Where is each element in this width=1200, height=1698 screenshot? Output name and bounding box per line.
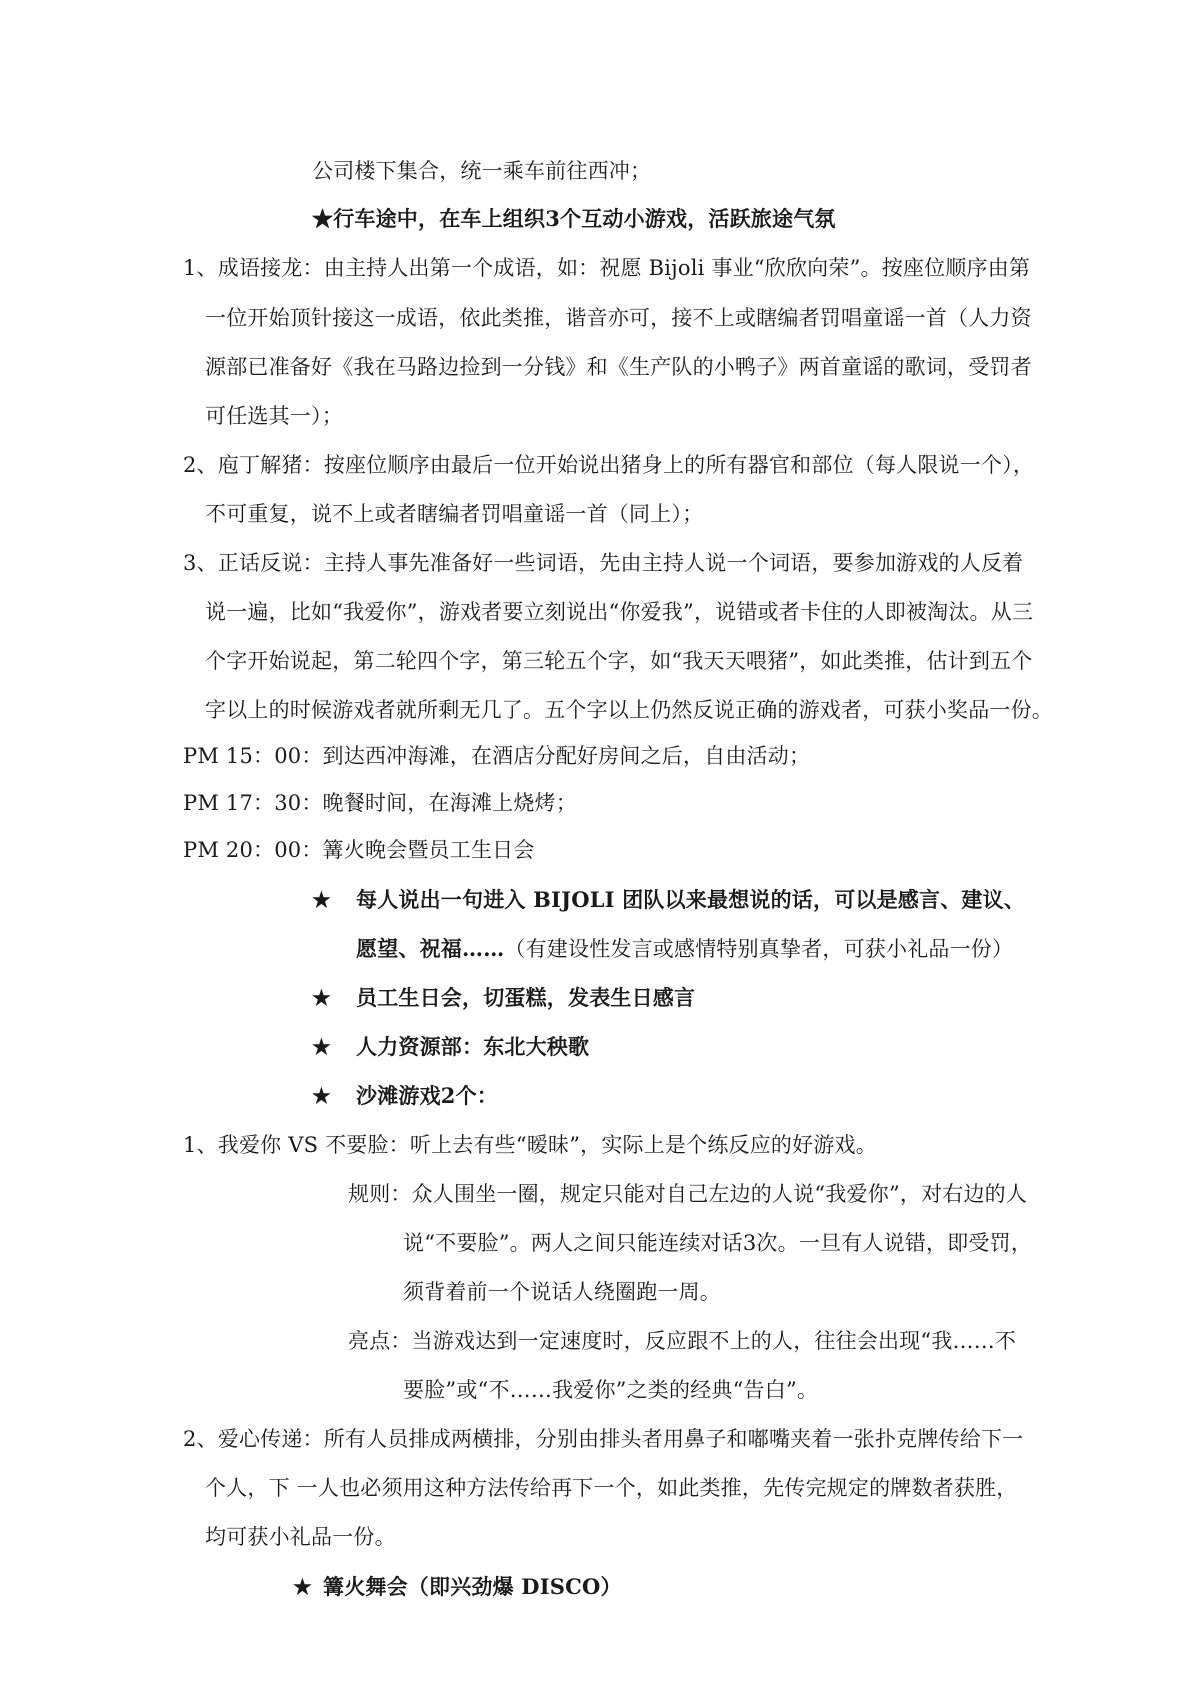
text-line: 一位开始顶针接这一成语，依此类推，谐音亦可，接不上或瞎编者罚唱童谣一首（人力资 xyxy=(205,306,1032,330)
star-icon: ★ xyxy=(312,985,332,1010)
text-line: 须背着前一个说话人绕圈跑一周。 xyxy=(403,1280,721,1304)
bullet-item: ★ 沙滩游戏2个： xyxy=(312,1081,498,1111)
star-icon: ★ xyxy=(293,1574,313,1599)
bullet-item: ★ 篝火舞会（即兴劲爆 DISCO） xyxy=(293,1572,622,1602)
text-line: 不可重复，说不上或者瞎编者罚唱童谣一首（同上）； xyxy=(205,502,704,526)
text-line: 3、正话反说：主持人事先准备好一些词语，先由主持人说一个词语，要参加游戏的人反着 xyxy=(183,551,1024,575)
section-heading: ★行车途中，在车上组织3个互动小游戏，活跃旅途气氛 xyxy=(312,206,836,231)
bullet-item: ★ 员工生日会，切蛋糕，发表生日感言 xyxy=(312,983,695,1013)
text-line: 源部已准备好《我在马路边捡到一分钱》和《生产队的小鸭子》两首童谣的歌词，受罚者 xyxy=(205,355,1032,379)
schedule-line: PM 20：00：篝火晚会暨员工生日会 xyxy=(183,838,535,862)
text-line: 可任选其一）； xyxy=(205,404,343,428)
text-line: 字以上的时候游戏者就所剩无几了。五个字以上仍然反说正确的游戏者，可获小奖品一份。 xyxy=(205,698,1053,722)
text-line: 1、我爱你 VS 不要脸：听上去有些“暧昧”，实际上是个练反应的好游戏。 xyxy=(183,1133,877,1157)
star-icon: ★ xyxy=(312,1083,332,1108)
bullet-item: ★ 每人说出一句进入 BIJOLI 团队以来最想说的话，可以是感言、建议、 xyxy=(312,885,1025,915)
text-line: 个人，下 一人也必须用这种方法传给再下一个，如此类推，先传完规定的牌数者获胜， xyxy=(205,1476,1018,1500)
text-line: 愿望、祝福……（有建设性发言或感情特别真挚者，可获小礼品一份） xyxy=(356,936,1014,961)
text-line: 2、爱心传递：所有人员排成两横排，分别由排头者用鼻子和嘟嘴夹着一张扑克牌传给下一 xyxy=(183,1427,1024,1451)
text-line: 说“不要脸”。两人之间只能连续对话3次。一旦有人说错，即受罚， xyxy=(403,1231,1033,1255)
star-icon: ★ xyxy=(312,1034,332,1059)
text-line: 亮点：当游戏达到一定速度时，反应跟不上的人，往往会出现“我……不 xyxy=(348,1329,1017,1353)
bullet-item: ★ 人力资源部：东北大秧歌 xyxy=(312,1032,589,1062)
text-line: 均可获小礼品一份。 xyxy=(205,1525,396,1549)
text-line: 要脸”或“不……我爱你”之类的经典“告白”。 xyxy=(403,1378,819,1402)
text-line: 公司楼下集合，统一乘车前往西冲； xyxy=(312,159,652,183)
schedule-line: PM 15：00：到达西冲海滩，在酒店分配好房间之后，自由活动； xyxy=(183,744,811,768)
text-line: 说一遍，比如“我爱你”，游戏者要立刻说出“你爱我”，说错或者卡住的人即被淘汰。从三 xyxy=(205,600,1034,624)
star-icon: ★ xyxy=(312,887,332,912)
schedule-line: PM 17：30：晚餐时间，在海滩上烧烤； xyxy=(183,791,577,815)
text-line: 规则：众人围坐一圈，规定只能对自己左边的人说“我爱你”，对右边的人 xyxy=(348,1182,1028,1206)
text-line: 1、成语接龙：由主持人出第一个成语，如：祝愿 Bijoli 事业“欣欣向荣”。按座位顺序由第 xyxy=(183,256,1031,280)
text-line: 2、庖丁解猪：按座位顺序由最后一位开始说出猪身上的所有器官和部位（每人限说一个）， xyxy=(183,453,1035,477)
text-line: 个字开始说起，第二轮四个字，第三轮五个字，如“我天天喂猪”，如此类推，估计到五个 xyxy=(205,649,1033,673)
